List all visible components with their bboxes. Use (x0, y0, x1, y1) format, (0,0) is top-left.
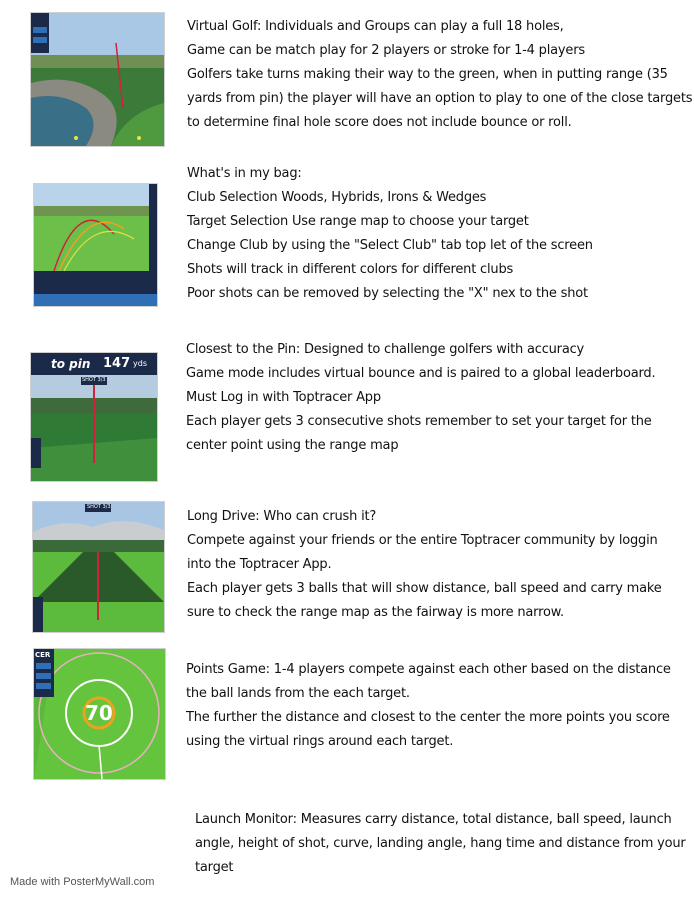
text-line: Shots will track in different colors for different clubs (187, 262, 514, 277)
text-line: using the virtual rings around each target. (186, 734, 454, 749)
text-line: into the Toptracer App. (187, 557, 332, 572)
section-text (186, 658, 686, 754)
text-line: Closest to the Pin: Designed to challenge golfers with accuracy (186, 342, 585, 357)
text-line: target (195, 860, 234, 875)
points-target-ring-icon (33, 648, 166, 780)
text-line: angle, height of shot, curve, landing angle, hang time and distance from your (195, 836, 686, 851)
text-line: Compete against your friends or the entire Toptracer community by loggin (187, 533, 658, 548)
text-line: Points Game: 1-4 players compete against each other based on the distance (186, 662, 671, 677)
to-pin-unit: yds (133, 359, 147, 368)
text-line: Change Club by using the "Select Club" tab top let of the screen (187, 238, 593, 253)
text-line: The further the distance and closest to the center the more points you score (186, 710, 670, 725)
text-line: Launch Monitor: Measures carry distance, total distance, ball speed, launch (195, 812, 672, 827)
text-line: Game mode includes virtual bounce and is paired to a global leaderboard. (186, 366, 656, 381)
text-line: Virtual Golf: Individuals and Groups can play a full 18 holes, (187, 19, 564, 34)
text-line: Each player gets 3 balls that will show distance, ball speed and carry make (187, 581, 662, 596)
long-drive-fairway-icon (32, 501, 165, 633)
text-line: Club Selection Woods, Hybrids, Irons & Wedges (187, 190, 487, 205)
postermywall-watermark[interactable]: Made with PosterMyWall.com (10, 876, 155, 888)
text-line: What's in my bag: (187, 166, 302, 181)
section-text (186, 338, 686, 458)
text-line: yards from pin) the player will have an option to play to one of the close targets (187, 91, 693, 106)
text-line: the ball lands from the each target. (186, 686, 410, 701)
section-text (195, 808, 690, 880)
text-line: Long Drive: Who can crush it? (187, 509, 377, 524)
virtual-golf-course-icon (30, 12, 165, 147)
text-line: Poor shots can be removed by selecting the "X" nex to the shot (187, 286, 588, 301)
section-text (187, 15, 693, 135)
text-line: to determine final hole score does not include bounce or roll. (187, 115, 572, 130)
shot-counter: SHOT 3/3 (82, 377, 106, 383)
panel-header: CER (35, 651, 51, 659)
text-line: Target Selection Use range map to choose your target (187, 214, 529, 229)
text-line: Golfers take turns making their way to the green, when in putting range (35 (187, 67, 668, 82)
to-pin-distance: 147 (103, 356, 131, 371)
text-line: Game can be match play for 2 players or stroke for 1-4 players (187, 43, 585, 58)
shot-counter: SHOT 3/3 (87, 504, 111, 510)
shot-tracer-range-icon (33, 183, 158, 307)
section-text (187, 162, 687, 306)
text-line: sure to check the range map as the fairway is more narrow. (187, 605, 564, 620)
closest-to-pin-icon (30, 352, 158, 482)
text-line: Must Log in with Toptracer App (186, 390, 381, 405)
points-value: 70 (85, 701, 113, 725)
text-line: Each player gets 3 consecutive shots remember to set your target for the (186, 414, 652, 429)
to-pin-label: to pin (51, 357, 91, 371)
section-text (187, 505, 687, 625)
text-line: center point using the range map (186, 438, 399, 453)
